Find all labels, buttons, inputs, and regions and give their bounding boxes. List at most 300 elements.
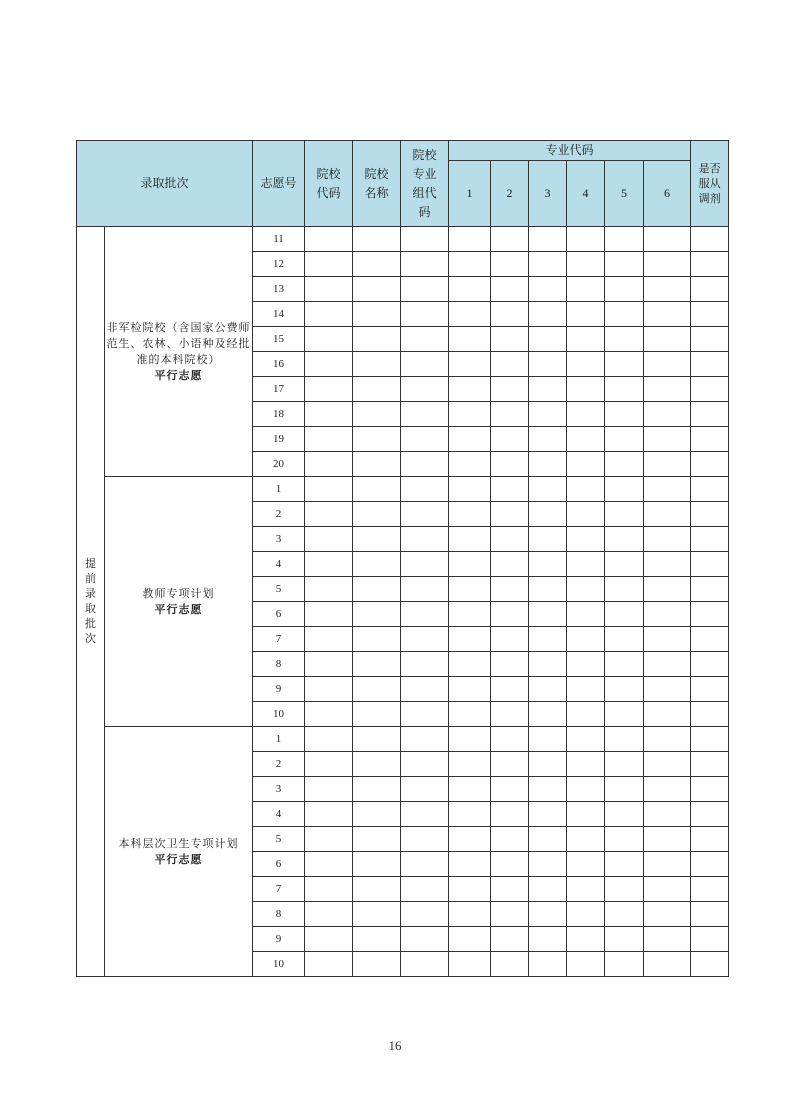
major-code-1-cell[interactable] [449, 902, 491, 927]
school-name-cell[interactable] [353, 877, 401, 902]
major-code-4-cell[interactable] [567, 852, 605, 877]
major-code-1-cell[interactable] [449, 727, 491, 752]
major-code-4-cell[interactable] [567, 527, 605, 552]
adjust-cell[interactable] [691, 652, 729, 677]
adjust-cell[interactable] [691, 577, 729, 602]
school-name-cell[interactable] [353, 727, 401, 752]
major-group-code-cell[interactable] [401, 627, 449, 652]
major-code-1-cell[interactable] [449, 227, 491, 252]
adjust-cell[interactable] [691, 402, 729, 427]
major-code-6-cell[interactable] [644, 602, 691, 627]
school-name-cell[interactable] [353, 302, 401, 327]
major-code-3-cell[interactable] [529, 827, 567, 852]
major-group-code-cell[interactable] [401, 902, 449, 927]
major-code-2-cell[interactable] [491, 527, 529, 552]
school-code-cell[interactable] [305, 227, 353, 252]
major-code-2-cell[interactable] [491, 477, 529, 502]
major-code-1-cell[interactable] [449, 577, 491, 602]
major-code-1-cell[interactable] [449, 627, 491, 652]
major-code-4-cell[interactable] [567, 302, 605, 327]
major-code-4-cell[interactable] [567, 927, 605, 952]
major-code-4-cell[interactable] [567, 727, 605, 752]
major-code-4-cell[interactable] [567, 552, 605, 577]
school-name-cell[interactable] [353, 852, 401, 877]
major-code-2-cell[interactable] [491, 602, 529, 627]
major-group-code-cell[interactable] [401, 377, 449, 402]
school-code-cell[interactable] [305, 802, 353, 827]
school-code-cell[interactable] [305, 477, 353, 502]
major-code-4-cell[interactable] [567, 827, 605, 852]
major-code-4-cell[interactable] [567, 752, 605, 777]
major-code-3-cell[interactable] [529, 852, 567, 877]
major-code-5-cell[interactable] [605, 377, 644, 402]
major-code-5-cell[interactable] [605, 227, 644, 252]
major-group-code-cell[interactable] [401, 702, 449, 727]
major-group-code-cell[interactable] [401, 327, 449, 352]
major-code-6-cell[interactable] [644, 802, 691, 827]
major-code-6-cell[interactable] [644, 252, 691, 277]
adjust-cell[interactable] [691, 302, 729, 327]
school-code-cell[interactable] [305, 252, 353, 277]
major-code-4-cell[interactable] [567, 402, 605, 427]
major-code-5-cell[interactable] [605, 452, 644, 477]
major-code-6-cell[interactable] [644, 677, 691, 702]
major-code-5-cell[interactable] [605, 727, 644, 752]
school-code-cell[interactable] [305, 952, 353, 977]
major-code-5-cell[interactable] [605, 902, 644, 927]
major-group-code-cell[interactable] [401, 427, 449, 452]
major-group-code-cell[interactable] [401, 227, 449, 252]
school-name-cell[interactable] [353, 527, 401, 552]
adjust-cell[interactable] [691, 752, 729, 777]
major-code-5-cell[interactable] [605, 652, 644, 677]
major-code-1-cell[interactable] [449, 452, 491, 477]
major-code-4-cell[interactable] [567, 377, 605, 402]
major-code-3-cell[interactable] [529, 502, 567, 527]
major-code-2-cell[interactable] [491, 852, 529, 877]
school-code-cell[interactable] [305, 402, 353, 427]
major-code-3-cell[interactable] [529, 352, 567, 377]
major-code-1-cell[interactable] [449, 752, 491, 777]
major-group-code-cell[interactable] [401, 552, 449, 577]
major-group-code-cell[interactable] [401, 502, 449, 527]
major-code-5-cell[interactable] [605, 252, 644, 277]
major-group-code-cell[interactable] [401, 827, 449, 852]
major-group-code-cell[interactable] [401, 402, 449, 427]
major-code-4-cell[interactable] [567, 777, 605, 802]
major-code-1-cell[interactable] [449, 802, 491, 827]
major-group-code-cell[interactable] [401, 952, 449, 977]
major-code-5-cell[interactable] [605, 852, 644, 877]
school-name-cell[interactable] [353, 377, 401, 402]
major-group-code-cell[interactable] [401, 852, 449, 877]
major-group-code-cell[interactable] [401, 727, 449, 752]
major-code-5-cell[interactable] [605, 427, 644, 452]
school-code-cell[interactable] [305, 277, 353, 302]
school-name-cell[interactable] [353, 702, 401, 727]
major-code-1-cell[interactable] [449, 777, 491, 802]
school-name-cell[interactable] [353, 427, 401, 452]
school-name-cell[interactable] [353, 602, 401, 627]
major-code-6-cell[interactable] [644, 377, 691, 402]
major-code-1-cell[interactable] [449, 852, 491, 877]
major-code-2-cell[interactable] [491, 802, 529, 827]
major-code-5-cell[interactable] [605, 702, 644, 727]
major-code-5-cell[interactable] [605, 552, 644, 577]
school-code-cell[interactable] [305, 927, 353, 952]
major-code-5-cell[interactable] [605, 402, 644, 427]
major-code-4-cell[interactable] [567, 277, 605, 302]
major-code-3-cell[interactable] [529, 527, 567, 552]
major-group-code-cell[interactable] [401, 527, 449, 552]
major-code-4-cell[interactable] [567, 502, 605, 527]
major-code-2-cell[interactable] [491, 227, 529, 252]
major-code-1-cell[interactable] [449, 352, 491, 377]
major-code-1-cell[interactable] [449, 327, 491, 352]
major-code-2-cell[interactable] [491, 352, 529, 377]
major-code-3-cell[interactable] [529, 477, 567, 502]
major-code-4-cell[interactable] [567, 902, 605, 927]
major-code-3-cell[interactable] [529, 702, 567, 727]
adjust-cell[interactable] [691, 327, 729, 352]
adjust-cell[interactable] [691, 502, 729, 527]
school-code-cell[interactable] [305, 527, 353, 552]
adjust-cell[interactable] [691, 627, 729, 652]
major-group-code-cell[interactable] [401, 452, 449, 477]
major-code-2-cell[interactable] [491, 902, 529, 927]
major-code-3-cell[interactable] [529, 302, 567, 327]
major-code-3-cell[interactable] [529, 627, 567, 652]
school-code-cell[interactable] [305, 502, 353, 527]
major-code-1-cell[interactable] [449, 952, 491, 977]
school-name-cell[interactable] [353, 277, 401, 302]
major-group-code-cell[interactable] [401, 352, 449, 377]
major-code-2-cell[interactable] [491, 252, 529, 277]
school-name-cell[interactable] [353, 477, 401, 502]
school-name-cell[interactable] [353, 577, 401, 602]
major-code-2-cell[interactable] [491, 677, 529, 702]
major-code-3-cell[interactable] [529, 577, 567, 602]
major-code-6-cell[interactable] [644, 752, 691, 777]
school-name-cell[interactable] [353, 952, 401, 977]
major-code-2-cell[interactable] [491, 502, 529, 527]
major-code-1-cell[interactable] [449, 652, 491, 677]
major-code-2-cell[interactable] [491, 827, 529, 852]
major-code-3-cell[interactable] [529, 552, 567, 577]
major-code-2-cell[interactable] [491, 652, 529, 677]
major-code-6-cell[interactable] [644, 902, 691, 927]
major-code-5-cell[interactable] [605, 577, 644, 602]
major-code-6-cell[interactable] [644, 477, 691, 502]
major-group-code-cell[interactable] [401, 652, 449, 677]
major-code-6-cell[interactable] [644, 652, 691, 677]
major-code-4-cell[interactable] [567, 477, 605, 502]
major-code-3-cell[interactable] [529, 327, 567, 352]
major-code-6-cell[interactable] [644, 927, 691, 952]
major-code-2-cell[interactable] [491, 627, 529, 652]
major-code-6-cell[interactable] [644, 727, 691, 752]
major-code-1-cell[interactable] [449, 927, 491, 952]
major-code-4-cell[interactable] [567, 452, 605, 477]
major-code-2-cell[interactable] [491, 727, 529, 752]
major-code-4-cell[interactable] [567, 252, 605, 277]
major-code-2-cell[interactable] [491, 327, 529, 352]
school-code-cell[interactable] [305, 777, 353, 802]
school-name-cell[interactable] [353, 402, 401, 427]
major-code-5-cell[interactable] [605, 627, 644, 652]
major-code-4-cell[interactable] [567, 427, 605, 452]
major-code-3-cell[interactable] [529, 227, 567, 252]
school-code-cell[interactable] [305, 677, 353, 702]
major-code-4-cell[interactable] [567, 227, 605, 252]
major-code-5-cell[interactable] [605, 352, 644, 377]
major-code-6-cell[interactable] [644, 277, 691, 302]
major-code-4-cell[interactable] [567, 677, 605, 702]
major-code-3-cell[interactable] [529, 277, 567, 302]
school-name-cell[interactable] [353, 352, 401, 377]
major-code-6-cell[interactable] [644, 852, 691, 877]
school-code-cell[interactable] [305, 577, 353, 602]
school-name-cell[interactable] [353, 827, 401, 852]
major-code-3-cell[interactable] [529, 777, 567, 802]
major-code-2-cell[interactable] [491, 752, 529, 777]
major-code-5-cell[interactable] [605, 327, 644, 352]
major-code-6-cell[interactable] [644, 877, 691, 902]
adjust-cell[interactable] [691, 827, 729, 852]
major-code-5-cell[interactable] [605, 677, 644, 702]
major-code-3-cell[interactable] [529, 752, 567, 777]
major-code-1-cell[interactable] [449, 677, 491, 702]
adjust-cell[interactable] [691, 927, 729, 952]
major-code-3-cell[interactable] [529, 727, 567, 752]
school-code-cell[interactable] [305, 902, 353, 927]
major-code-4-cell[interactable] [567, 952, 605, 977]
major-code-2-cell[interactable] [491, 952, 529, 977]
major-code-4-cell[interactable] [567, 602, 605, 627]
major-code-3-cell[interactable] [529, 452, 567, 477]
major-code-5-cell[interactable] [605, 277, 644, 302]
major-group-code-cell[interactable] [401, 877, 449, 902]
school-code-cell[interactable] [305, 752, 353, 777]
major-code-5-cell[interactable] [605, 602, 644, 627]
major-code-1-cell[interactable] [449, 552, 491, 577]
major-code-2-cell[interactable] [491, 302, 529, 327]
major-code-6-cell[interactable] [644, 627, 691, 652]
school-code-cell[interactable] [305, 452, 353, 477]
major-code-5-cell[interactable] [605, 477, 644, 502]
major-code-4-cell[interactable] [567, 877, 605, 902]
major-group-code-cell[interactable] [401, 927, 449, 952]
major-code-6-cell[interactable] [644, 552, 691, 577]
major-code-5-cell[interactable] [605, 877, 644, 902]
school-code-cell[interactable] [305, 552, 353, 577]
major-group-code-cell[interactable] [401, 252, 449, 277]
adjust-cell[interactable] [691, 877, 729, 902]
school-name-cell[interactable] [353, 452, 401, 477]
major-code-2-cell[interactable] [491, 877, 529, 902]
adjust-cell[interactable] [691, 677, 729, 702]
school-code-cell[interactable] [305, 352, 353, 377]
major-code-6-cell[interactable] [644, 577, 691, 602]
major-code-5-cell[interactable] [605, 802, 644, 827]
school-name-cell[interactable] [353, 652, 401, 677]
major-code-4-cell[interactable] [567, 352, 605, 377]
school-code-cell[interactable] [305, 302, 353, 327]
adjust-cell[interactable] [691, 427, 729, 452]
major-code-1-cell[interactable] [449, 377, 491, 402]
major-code-1-cell[interactable] [449, 402, 491, 427]
major-code-6-cell[interactable] [644, 327, 691, 352]
major-code-6-cell[interactable] [644, 827, 691, 852]
adjust-cell[interactable] [691, 727, 729, 752]
major-group-code-cell[interactable] [401, 752, 449, 777]
school-code-cell[interactable] [305, 827, 353, 852]
major-code-2-cell[interactable] [491, 552, 529, 577]
major-code-2-cell[interactable] [491, 777, 529, 802]
school-name-cell[interactable] [353, 627, 401, 652]
major-code-1-cell[interactable] [449, 277, 491, 302]
major-code-6-cell[interactable] [644, 427, 691, 452]
major-code-3-cell[interactable] [529, 252, 567, 277]
major-code-5-cell[interactable] [605, 927, 644, 952]
major-code-4-cell[interactable] [567, 802, 605, 827]
major-code-3-cell[interactable] [529, 677, 567, 702]
major-code-1-cell[interactable] [449, 477, 491, 502]
adjust-cell[interactable] [691, 802, 729, 827]
major-code-6-cell[interactable] [644, 702, 691, 727]
major-code-1-cell[interactable] [449, 502, 491, 527]
major-code-4-cell[interactable] [567, 627, 605, 652]
major-code-3-cell[interactable] [529, 902, 567, 927]
major-code-1-cell[interactable] [449, 527, 491, 552]
school-name-cell[interactable] [353, 752, 401, 777]
school-name-cell[interactable] [353, 927, 401, 952]
major-code-5-cell[interactable] [605, 752, 644, 777]
adjust-cell[interactable] [691, 902, 729, 927]
major-code-4-cell[interactable] [567, 652, 605, 677]
major-code-3-cell[interactable] [529, 802, 567, 827]
school-code-cell[interactable] [305, 877, 353, 902]
school-code-cell[interactable] [305, 427, 353, 452]
major-code-6-cell[interactable] [644, 952, 691, 977]
adjust-cell[interactable] [691, 452, 729, 477]
major-code-6-cell[interactable] [644, 452, 691, 477]
adjust-cell[interactable] [691, 777, 729, 802]
school-name-cell[interactable] [353, 802, 401, 827]
major-code-4-cell[interactable] [567, 577, 605, 602]
major-code-5-cell[interactable] [605, 502, 644, 527]
major-group-code-cell[interactable] [401, 677, 449, 702]
major-code-6-cell[interactable] [644, 227, 691, 252]
major-group-code-cell[interactable] [401, 577, 449, 602]
adjust-cell[interactable] [691, 277, 729, 302]
major-code-1-cell[interactable] [449, 602, 491, 627]
major-code-1-cell[interactable] [449, 302, 491, 327]
major-code-2-cell[interactable] [491, 452, 529, 477]
school-code-cell[interactable] [305, 377, 353, 402]
major-code-2-cell[interactable] [491, 277, 529, 302]
major-code-6-cell[interactable] [644, 302, 691, 327]
major-code-5-cell[interactable] [605, 302, 644, 327]
major-code-1-cell[interactable] [449, 427, 491, 452]
school-name-cell[interactable] [353, 252, 401, 277]
major-code-3-cell[interactable] [529, 927, 567, 952]
school-name-cell[interactable] [353, 902, 401, 927]
school-code-cell[interactable] [305, 327, 353, 352]
adjust-cell[interactable] [691, 702, 729, 727]
major-code-3-cell[interactable] [529, 427, 567, 452]
major-code-6-cell[interactable] [644, 352, 691, 377]
major-group-code-cell[interactable] [401, 477, 449, 502]
major-code-3-cell[interactable] [529, 877, 567, 902]
school-code-cell[interactable] [305, 852, 353, 877]
adjust-cell[interactable] [691, 252, 729, 277]
school-name-cell[interactable] [353, 327, 401, 352]
adjust-cell[interactable] [691, 377, 729, 402]
major-group-code-cell[interactable] [401, 302, 449, 327]
school-code-cell[interactable] [305, 652, 353, 677]
school-name-cell[interactable] [353, 227, 401, 252]
school-code-cell[interactable] [305, 702, 353, 727]
major-code-2-cell[interactable] [491, 402, 529, 427]
major-code-2-cell[interactable] [491, 927, 529, 952]
major-code-5-cell[interactable] [605, 527, 644, 552]
major-group-code-cell[interactable] [401, 802, 449, 827]
adjust-cell[interactable] [691, 477, 729, 502]
major-code-4-cell[interactable] [567, 327, 605, 352]
major-code-1-cell[interactable] [449, 877, 491, 902]
adjust-cell[interactable] [691, 352, 729, 377]
adjust-cell[interactable] [691, 852, 729, 877]
major-code-3-cell[interactable] [529, 652, 567, 677]
school-name-cell[interactable] [353, 502, 401, 527]
major-code-6-cell[interactable] [644, 502, 691, 527]
major-code-5-cell[interactable] [605, 777, 644, 802]
adjust-cell[interactable] [691, 527, 729, 552]
adjust-cell[interactable] [691, 952, 729, 977]
major-group-code-cell[interactable] [401, 602, 449, 627]
major-group-code-cell[interactable] [401, 277, 449, 302]
major-code-2-cell[interactable] [491, 427, 529, 452]
major-code-6-cell[interactable] [644, 402, 691, 427]
major-code-3-cell[interactable] [529, 377, 567, 402]
school-name-cell[interactable] [353, 552, 401, 577]
major-code-1-cell[interactable] [449, 252, 491, 277]
major-code-1-cell[interactable] [449, 702, 491, 727]
major-code-6-cell[interactable] [644, 527, 691, 552]
major-code-5-cell[interactable] [605, 827, 644, 852]
school-code-cell[interactable] [305, 727, 353, 752]
major-code-1-cell[interactable] [449, 827, 491, 852]
major-code-2-cell[interactable] [491, 577, 529, 602]
adjust-cell[interactable] [691, 552, 729, 577]
major-code-2-cell[interactable] [491, 377, 529, 402]
major-code-6-cell[interactable] [644, 777, 691, 802]
school-code-cell[interactable] [305, 627, 353, 652]
school-name-cell[interactable] [353, 677, 401, 702]
school-name-cell[interactable] [353, 777, 401, 802]
adjust-cell[interactable] [691, 602, 729, 627]
major-code-3-cell[interactable] [529, 402, 567, 427]
school-code-cell[interactable] [305, 602, 353, 627]
major-group-code-cell[interactable] [401, 777, 449, 802]
major-code-3-cell[interactable] [529, 602, 567, 627]
major-code-5-cell[interactable] [605, 952, 644, 977]
major-code-2-cell[interactable] [491, 702, 529, 727]
major-code-3-cell[interactable] [529, 952, 567, 977]
major-code-4-cell[interactable] [567, 702, 605, 727]
adjust-cell[interactable] [691, 227, 729, 252]
